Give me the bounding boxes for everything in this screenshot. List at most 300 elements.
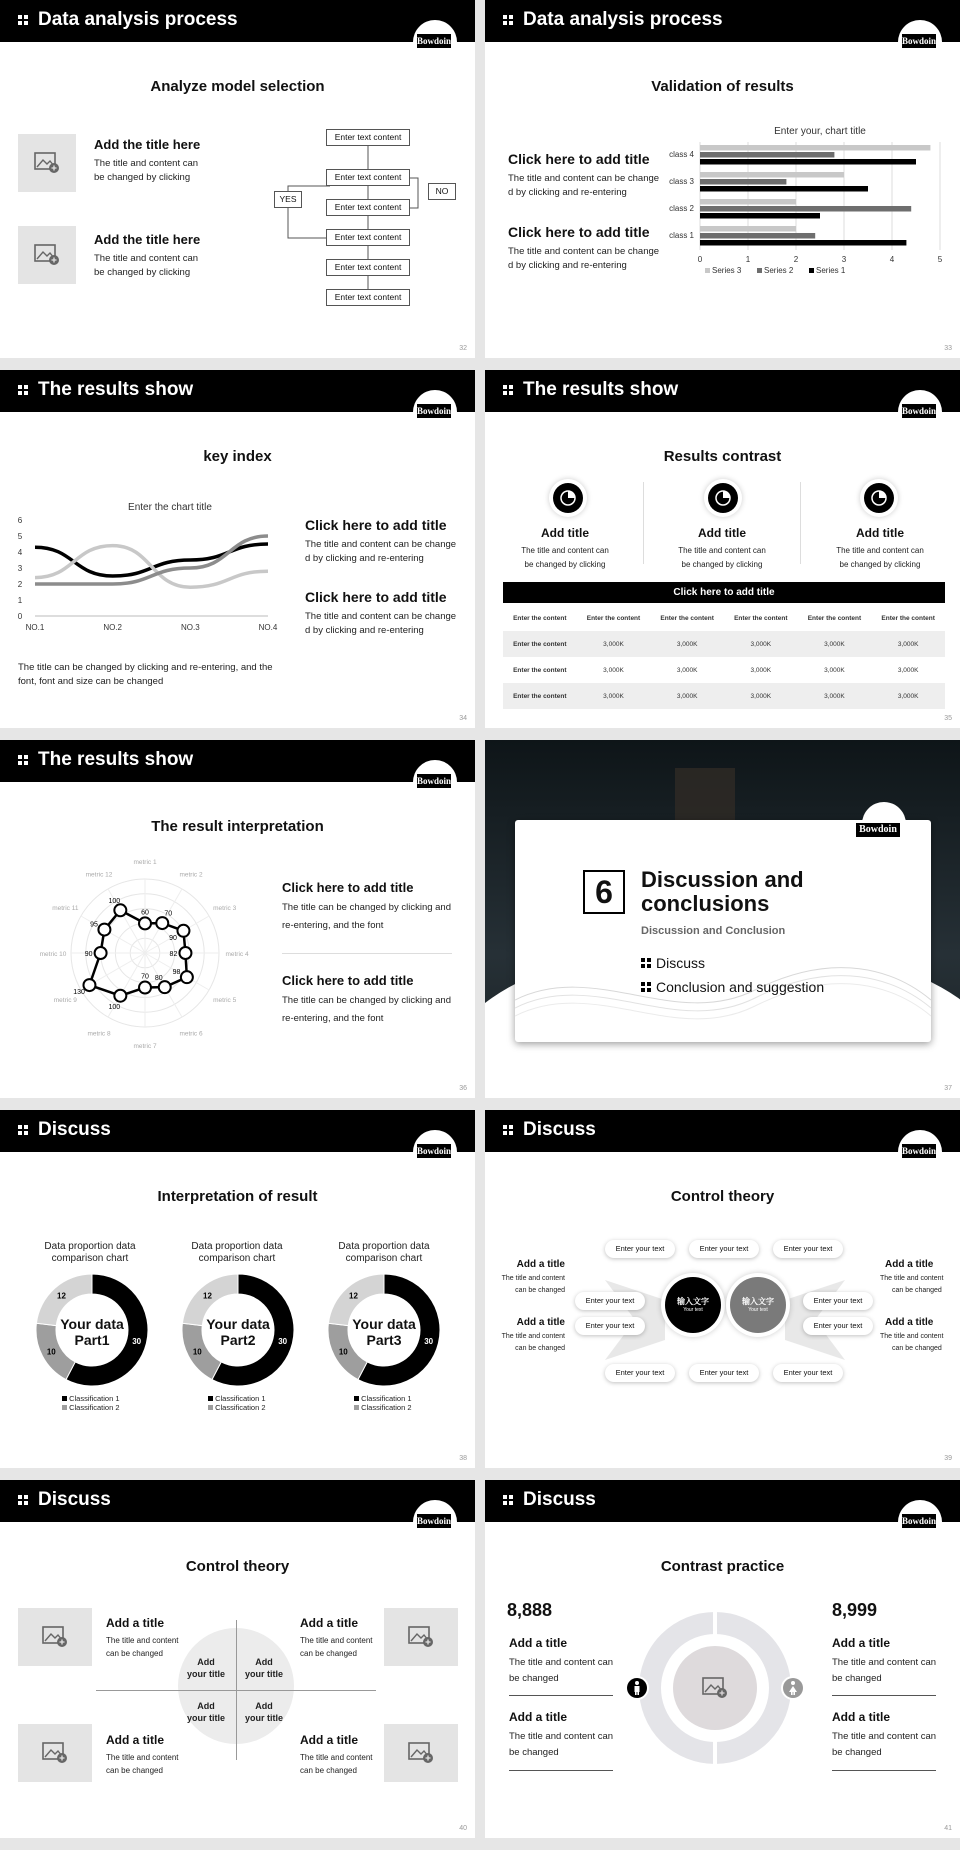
page-number: 38 xyxy=(459,1455,467,1462)
data-label: 90 xyxy=(169,934,177,942)
item-body: The title and content can be change xyxy=(305,539,457,550)
bar xyxy=(700,186,868,192)
table-cell: Enter the content xyxy=(807,614,862,622)
tick-label: 3 xyxy=(841,255,847,264)
slide-title: Analyze model selection xyxy=(150,78,325,95)
category-label: NO.4 xyxy=(258,623,278,632)
text-pill[interactable]: Enter your text xyxy=(689,1364,759,1382)
item-body: The title and content xyxy=(300,1636,373,1645)
item-title: Add a title xyxy=(509,1636,568,1650)
donut-title: comparison chart xyxy=(51,1253,129,1264)
image-placeholder[interactable] xyxy=(18,134,76,192)
text-pill[interactable]: Enter your text xyxy=(575,1317,645,1335)
text-pill[interactable]: Enter your text xyxy=(803,1292,873,1310)
slice-label: 10 xyxy=(338,1347,348,1357)
item-body: d by clicking and re-entering xyxy=(305,625,424,636)
slice-label: 30 xyxy=(132,1337,142,1347)
tick-label: 5 xyxy=(937,255,943,264)
data-label: 100 xyxy=(108,1004,121,1012)
side-body: The title and content xyxy=(880,1333,944,1340)
grid-dots-icon xyxy=(18,1125,28,1135)
col-body: The title and content can xyxy=(521,546,609,555)
item-title: Add a title xyxy=(832,1636,891,1650)
axis-label: metric 7 xyxy=(133,1043,157,1050)
table-cell: 3,000K xyxy=(603,692,624,700)
bar xyxy=(700,206,911,212)
slide-35[interactable] xyxy=(485,370,960,728)
tick-label: 2 xyxy=(17,580,23,589)
page-number: 37 xyxy=(944,1085,952,1092)
data-point xyxy=(156,917,168,929)
data-label: 98 xyxy=(172,969,181,977)
slide-header xyxy=(485,1480,960,1522)
item-title: Click here to add title xyxy=(508,151,650,167)
donut-title: comparison chart xyxy=(345,1253,423,1264)
stat-number: 8,888 xyxy=(507,1600,553,1620)
page-number: 36 xyxy=(459,1085,467,1092)
category-label: NO.3 xyxy=(180,623,200,632)
bar xyxy=(700,240,906,246)
header-title: Discuss xyxy=(523,1489,596,1510)
slice-label: 30 xyxy=(278,1337,288,1347)
donut-title: comparison chart xyxy=(198,1253,276,1264)
donut-center-label: Your data Part2 xyxy=(206,1316,270,1348)
side-body: can be changed xyxy=(515,1287,565,1294)
header-title: Discuss xyxy=(38,1489,111,1510)
item-body: be changed xyxy=(832,1673,882,1684)
slide-36[interactable] xyxy=(0,740,475,1098)
table-cell: 3,000K xyxy=(824,640,845,648)
slide-header xyxy=(485,0,960,42)
item-body: d by clicking and re-entering xyxy=(305,553,424,564)
legend: Classification 1 Classification 2 xyxy=(62,1394,120,1412)
quad-label[interactable]: Add your title xyxy=(186,1701,225,1723)
item-body: The title and content can xyxy=(94,253,199,264)
page-number: 39 xyxy=(944,1455,952,1462)
table-cell: 3,000K xyxy=(824,692,845,700)
slide-34[interactable] xyxy=(0,370,475,728)
flow-box[interactable]: Enter text content xyxy=(326,199,410,216)
grid-dots-icon xyxy=(641,958,651,968)
slice-label: 12 xyxy=(203,1291,212,1301)
col-body: The title and content can xyxy=(836,546,924,555)
data-label: 82 xyxy=(169,951,178,958)
data-label: 95 xyxy=(90,921,98,929)
side-body: The title and content xyxy=(880,1275,944,1282)
col-body: be changed by clicking xyxy=(524,560,606,569)
category-label: class 1 xyxy=(669,231,694,240)
header-title: The results show xyxy=(38,379,194,400)
col-title: Add title xyxy=(541,526,589,540)
note: font, font and size can be changed xyxy=(18,676,164,687)
table-cell: 3,000K xyxy=(750,692,772,700)
data-label: 80 xyxy=(154,974,163,982)
header-title: The results show xyxy=(38,749,194,770)
flow-box[interactable]: Enter text content xyxy=(326,129,410,146)
image-add-icon xyxy=(34,244,60,266)
item-body: The title can be changed by clicking and xyxy=(282,995,451,1006)
item-body: re-entering, and the font xyxy=(282,1013,384,1024)
table-cell: 3,000K xyxy=(676,692,698,700)
table-cell: Enter the content xyxy=(881,614,935,622)
item-body: can be changed xyxy=(300,1649,357,1658)
bar xyxy=(700,159,916,165)
text-pill[interactable]: Enter your text xyxy=(575,1292,645,1310)
table-row xyxy=(503,683,945,709)
item-body: The title and content can xyxy=(832,1731,937,1742)
donut-center-label: Your data Part3 xyxy=(352,1316,416,1348)
item-title: Click here to add title xyxy=(282,973,414,988)
legend: Classification 1 Classification 2 xyxy=(354,1394,412,1412)
table-cell: 3,000K xyxy=(824,666,845,674)
image-placeholder[interactable] xyxy=(384,1608,458,1666)
donut-title: Data proportion data xyxy=(191,1241,283,1252)
axis-label: metric 3 xyxy=(213,905,237,912)
brand-logo: Bowdoin xyxy=(417,406,452,416)
center-circle[interactable]: 输入文字 Your text xyxy=(730,1277,786,1333)
item-body: The title and content can xyxy=(509,1657,614,1668)
bullet-item: Conclusion and suggestion xyxy=(656,979,825,995)
slice-label: 10 xyxy=(46,1347,56,1357)
slide-40[interactable] xyxy=(0,1480,475,1838)
image-add-icon xyxy=(408,1626,434,1648)
chart-title: Enter your, chart title xyxy=(774,126,866,137)
tick-label: 0 xyxy=(697,255,703,264)
axis-label: metric 4 xyxy=(225,951,249,958)
tick-label: 4 xyxy=(17,548,23,557)
page-number: 34 xyxy=(459,715,467,722)
slide-38[interactable] xyxy=(0,1110,475,1468)
item-title: Click here to add title xyxy=(305,589,447,605)
tick-label: 2 xyxy=(793,255,799,264)
legend-label: Series 3 xyxy=(712,266,742,275)
bar xyxy=(700,179,786,185)
results-table xyxy=(503,605,945,709)
axis-label: metric 2 xyxy=(179,871,203,879)
item-title: Add a title xyxy=(509,1710,568,1724)
flow-box[interactable]: Enter text content xyxy=(326,289,410,306)
image-add-icon xyxy=(702,1677,728,1699)
chart-title: Enter the chart title xyxy=(128,502,212,513)
table-cell: Enter the content xyxy=(513,640,567,648)
item-title: Click here to add title xyxy=(305,517,447,533)
table-row xyxy=(503,631,945,657)
brand-logo: Bowdoin xyxy=(902,1516,937,1526)
brand-logo: Bowdoin xyxy=(417,1146,452,1156)
slice-label: 12 xyxy=(349,1291,358,1301)
flow-yes-box[interactable]: YES xyxy=(274,191,302,208)
bullet-item: Discuss xyxy=(656,955,706,971)
quad-label[interactable]: Add your title xyxy=(186,1657,225,1679)
header-title: Data analysis process xyxy=(523,9,723,30)
image-add-icon xyxy=(42,1742,68,1764)
grid-dots-icon xyxy=(503,15,513,25)
bar xyxy=(700,233,815,239)
bar xyxy=(700,199,796,205)
data-point xyxy=(98,924,110,936)
quad-label[interactable]: Add your title xyxy=(244,1701,283,1723)
side-title: Add a title xyxy=(885,1317,934,1328)
flow-no-box[interactable]: NO xyxy=(428,183,456,200)
table-cell: 3,000K xyxy=(897,666,919,674)
slide-39[interactable] xyxy=(485,1110,960,1468)
male-icon xyxy=(627,1678,647,1698)
center-circle[interactable]: 输入文字 Your text xyxy=(665,1277,721,1333)
table-cell: 3,000K xyxy=(603,640,624,648)
data-label: 130 xyxy=(73,989,85,997)
category-label: class 3 xyxy=(669,177,694,186)
grid-dots-icon xyxy=(503,1125,513,1135)
text-pill[interactable]: Enter your text xyxy=(773,1364,843,1382)
item-title: Click here to add title xyxy=(508,224,650,240)
legend: Classification 1 Classification 2 xyxy=(208,1394,266,1412)
data-point xyxy=(159,981,171,993)
data-point xyxy=(139,982,151,994)
donut-center-label: Your data Part1 xyxy=(60,1316,124,1348)
tick-label: 0 xyxy=(17,612,23,621)
grid-dots-icon xyxy=(18,755,28,765)
axis-label: metric 6 xyxy=(179,1030,203,1038)
side-body: can be changed xyxy=(892,1287,942,1294)
header-title: The results show xyxy=(523,379,679,400)
brand-logo: Bowdoin xyxy=(417,1516,452,1526)
item-body: The title and content xyxy=(300,1753,373,1762)
side-body: The title and content xyxy=(501,1333,565,1340)
slide-header xyxy=(0,1480,475,1522)
slide-header xyxy=(0,0,475,42)
radar-chart xyxy=(30,838,260,1068)
data-point xyxy=(139,917,151,929)
category-label: class 2 xyxy=(669,204,694,213)
slide-title: key index xyxy=(203,448,272,465)
data-point xyxy=(177,925,189,937)
slide-title: Validation of results xyxy=(651,78,794,95)
axis-label: metric 9 xyxy=(53,997,77,1004)
side-body: can be changed xyxy=(892,1345,942,1352)
image-add-icon xyxy=(408,1742,434,1764)
table-cell: Enter the content xyxy=(660,614,714,622)
tick-label: 3 xyxy=(17,564,23,573)
pie-chart-icon xyxy=(708,483,738,513)
item-title: Click here to add title xyxy=(282,880,414,895)
pie-chart-icon xyxy=(553,483,583,513)
header-title: Discuss xyxy=(523,1119,596,1140)
table-header-row xyxy=(503,605,945,631)
item-body: The title and content xyxy=(106,1636,179,1645)
slide-title: Contrast practice xyxy=(660,1558,785,1575)
image-placeholder[interactable] xyxy=(18,226,76,284)
grid-dots-icon xyxy=(18,385,28,395)
item-body: The title and content can be change xyxy=(508,246,660,257)
col-body: be changed by clicking xyxy=(681,560,763,569)
flow-box[interactable]: Enter text content xyxy=(326,229,410,246)
page-number: 41 xyxy=(944,1825,952,1832)
item-title: Add a title xyxy=(106,1733,165,1747)
slide-37[interactable] xyxy=(485,740,960,1098)
bar xyxy=(700,213,820,219)
stat-number: 8,999 xyxy=(832,1600,878,1620)
brand-logo: Bowdoin xyxy=(417,36,452,46)
female-icon xyxy=(783,1678,803,1698)
section-subtitle: Discussion and Conclusion xyxy=(641,925,786,937)
data-point xyxy=(95,947,107,959)
tick-label: 4 xyxy=(889,255,895,264)
item-title: Add a title xyxy=(300,1616,359,1630)
slide-header xyxy=(0,1110,475,1152)
slide-header xyxy=(485,1110,960,1152)
text-pill[interactable]: Enter your text xyxy=(605,1364,675,1382)
legend-swatch xyxy=(809,268,814,273)
table-cell: Enter the content xyxy=(513,666,567,674)
table-cell: Enter the content xyxy=(513,614,567,622)
bar xyxy=(700,226,796,232)
item-body: re-entering, and the font xyxy=(282,920,384,931)
bar xyxy=(700,145,930,151)
page-number: 32 xyxy=(459,345,467,352)
item-body: The title and content xyxy=(106,1753,179,1762)
table-title: Click here to add title xyxy=(503,582,945,603)
slide-header xyxy=(0,740,475,782)
flow-box[interactable]: Enter text content xyxy=(326,169,410,186)
page-number: 35 xyxy=(944,715,952,722)
text-pill[interactable]: Enter your text xyxy=(803,1317,873,1335)
legend-label: Series 1 xyxy=(816,266,846,275)
slide-32[interactable] xyxy=(0,0,475,358)
axis-label: metric 12 xyxy=(85,871,113,879)
category-label: NO.1 xyxy=(25,623,45,632)
brand-logo: Bowdoin xyxy=(902,1146,937,1156)
image-add-icon xyxy=(42,1626,68,1648)
item-body: can be changed xyxy=(106,1766,163,1775)
category-label: class 4 xyxy=(669,150,694,159)
text-pill[interactable]: Enter your text xyxy=(689,1240,759,1258)
brand-logo: Bowdoin xyxy=(902,36,937,46)
data-label: 70 xyxy=(141,973,149,981)
item-body: d by clicking and re-entering xyxy=(508,260,627,271)
axis-label: metric 8 xyxy=(87,1030,111,1038)
text-pill[interactable]: Enter your text xyxy=(773,1240,843,1258)
data-label: 100 xyxy=(108,897,121,905)
brand-logo: Bowdoin xyxy=(417,776,452,786)
table-cell: Enter the content xyxy=(586,614,641,622)
image-placeholder[interactable] xyxy=(700,1673,730,1703)
slide-41[interactable] xyxy=(485,1480,960,1838)
item-body: d by clicking and re-entering xyxy=(508,187,627,198)
data-point xyxy=(83,979,95,991)
table-cell: 3,000K xyxy=(897,640,919,648)
flow-box[interactable]: Enter text content xyxy=(326,259,410,276)
data-label: 90 xyxy=(84,951,93,958)
legend-swatch xyxy=(705,268,710,273)
image-add-icon xyxy=(34,152,60,174)
slice-label: 12 xyxy=(57,1291,66,1301)
data-label: 70 xyxy=(164,910,173,918)
side-title: Add a title xyxy=(516,1317,565,1328)
grid-dots-icon xyxy=(503,1495,513,1505)
tick-label: 5 xyxy=(17,532,23,541)
item-body: can be changed xyxy=(300,1766,357,1775)
image-placeholder[interactable] xyxy=(384,1724,458,1782)
legend-swatch xyxy=(757,268,762,273)
section-number: 6 xyxy=(583,870,625,914)
table-cell: Enter the content xyxy=(513,692,567,700)
col-title: Add title xyxy=(856,526,904,540)
item-body: be changed by clicking xyxy=(94,267,191,278)
grid-dots-icon xyxy=(18,15,28,25)
bar xyxy=(700,172,844,178)
item-body: The title and content can xyxy=(832,1657,937,1668)
table-cell: Enter the content xyxy=(734,614,788,622)
item-body: The title can be changed by clicking and xyxy=(282,902,451,913)
axis-label: metric 10 xyxy=(39,951,67,958)
tick-label: 1 xyxy=(17,596,23,605)
side-title: Add a title xyxy=(516,1259,565,1270)
brand-logo: Bowdoin xyxy=(902,406,937,416)
col-title: Add title xyxy=(698,526,746,540)
side-body: The title and content xyxy=(501,1275,565,1282)
axis-label: metric 11 xyxy=(52,905,79,912)
table-cell: 3,000K xyxy=(750,666,772,674)
item-body: be changed xyxy=(509,1747,559,1758)
image-placeholder[interactable] xyxy=(18,1724,92,1782)
item-title: Add a title xyxy=(832,1710,891,1724)
tick-label: 6 xyxy=(17,516,23,525)
legend-label: Series 2 xyxy=(764,266,794,275)
item-title: Add a title xyxy=(300,1733,359,1747)
item-title: Add the title here xyxy=(94,232,201,247)
slide-33[interactable] xyxy=(485,0,960,358)
item-body: The title and content can xyxy=(509,1731,614,1742)
bar xyxy=(700,152,834,158)
side-title: Add a title xyxy=(885,1259,934,1270)
item-body: The title and content can be change xyxy=(305,611,457,622)
item-body: The title and content can be change xyxy=(508,173,660,184)
data-point xyxy=(114,904,126,916)
table-cell: 3,000K xyxy=(750,640,772,648)
section-title: conclusions xyxy=(641,891,770,916)
tick-label: 1 xyxy=(745,255,751,264)
table-cell: 3,000K xyxy=(676,666,698,674)
slice-label: 30 xyxy=(424,1337,434,1347)
item-body: be changed xyxy=(509,1673,559,1684)
slide-title: The result interpretation xyxy=(151,818,324,835)
section-title: Discussion and xyxy=(641,867,804,892)
slice-label: 10 xyxy=(192,1347,202,1357)
text-pill[interactable]: Enter your text xyxy=(605,1240,675,1258)
category-label: NO.2 xyxy=(103,623,123,632)
slide-title: Results contrast xyxy=(663,448,782,465)
data-label: 60 xyxy=(141,909,149,917)
slide-title: Interpretation of result xyxy=(157,1188,318,1205)
quad-label[interactable]: Add your title xyxy=(244,1657,283,1679)
item-body: The title and content can xyxy=(94,158,199,169)
slide-title: Control theory xyxy=(185,1558,290,1575)
col-body: be changed by clicking xyxy=(839,560,921,569)
item-title: Add the title here xyxy=(94,137,201,152)
bar-chart xyxy=(655,122,955,292)
item-body: be changed by clicking xyxy=(94,172,191,183)
slide-header xyxy=(0,370,475,412)
col-body: The title and content can xyxy=(678,546,766,555)
side-body: can be changed xyxy=(515,1345,565,1352)
pie-chart-icon xyxy=(864,483,894,513)
image-placeholder[interactable] xyxy=(18,1608,92,1666)
item-body: be changed xyxy=(832,1747,882,1758)
grid-dots-icon xyxy=(503,385,513,395)
data-point xyxy=(114,990,126,1002)
data-point xyxy=(181,971,193,983)
page-number: 33 xyxy=(944,345,952,352)
